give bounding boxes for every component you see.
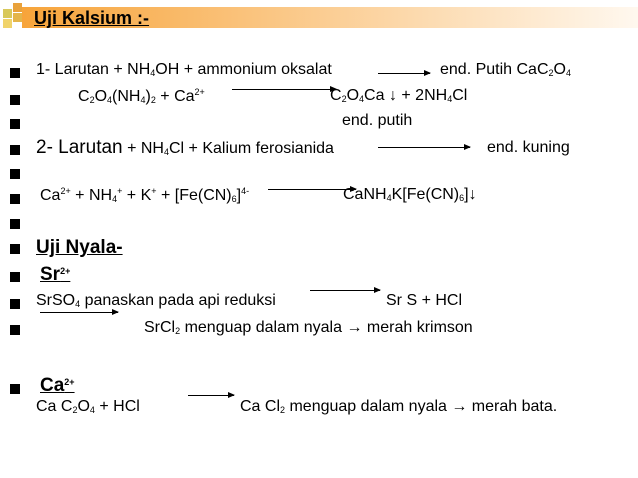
reaction-arrow (232, 89, 336, 90)
reaction-arrow (378, 147, 470, 148)
bullet (10, 219, 20, 229)
reaction-line-13: Ca $C_2O_4$ + HCl (36, 398, 140, 415)
result-line-11: SrCl$_2$ menguap dalam nyala → merah krimson (144, 319, 473, 336)
result-line-4: end. kuning (487, 139, 570, 156)
result-line-3: end. putih (342, 112, 413, 129)
product-line-2: $C_2O_4Ca$ ↓ + $2NH_4Cl$ (330, 87, 468, 104)
ion-heading-sr: $Sr^{2+}$ (40, 264, 71, 285)
bullet (10, 325, 20, 335)
decor-square (3, 9, 12, 18)
reaction-line-6: $Ca^{2+} + NH_4^+ + K^+ + [Fe(CN)_6]^{4-}$ (40, 186, 250, 204)
bullet (10, 244, 20, 254)
reaction-arrow (378, 73, 430, 74)
bullet (10, 194, 20, 204)
result-line-1: end. Putih $CaC_2O_4$ (440, 61, 571, 78)
decor-square (13, 3, 22, 12)
reaction-line-10: SrSO$_4$ panaskan pada api reduksi (36, 292, 276, 309)
bullet (10, 68, 20, 78)
reaction-line-1: 1- Larutan + $NH_4OH$ + ammonium oksalat (36, 61, 332, 78)
bullet (10, 169, 20, 179)
bullet (10, 119, 20, 129)
bullet (10, 272, 20, 282)
bullet (10, 384, 20, 394)
slide-title: Uji Kalsium :- (34, 8, 150, 28)
decor-square (13, 13, 22, 22)
reaction-arrow (188, 395, 234, 396)
reaction-line-4: 2- Larutan + $NH_4Cl$ + Kalium ferosianida (36, 137, 334, 158)
reaction-arrow (40, 312, 118, 313)
bullet (10, 299, 20, 309)
product-line-6: $CaNH_4K[Fe(CN)_6]↓$ (343, 186, 477, 203)
decor-square (3, 19, 12, 28)
section-heading: Uji Nyala- (36, 237, 123, 258)
bullet (10, 95, 20, 105)
reaction-line-2: $C_2O_4(NH_4)_2 + Ca^{2+}$ (78, 87, 205, 105)
product-line-10: Sr S + HCl (386, 292, 463, 309)
result-line-13: Ca $Cl_2$ menguap dalam nyala → merah bata. (240, 398, 558, 415)
ion-heading-ca: $Ca^{2+}$ (40, 375, 75, 396)
bullet (10, 145, 20, 155)
reaction-arrow (310, 290, 380, 291)
